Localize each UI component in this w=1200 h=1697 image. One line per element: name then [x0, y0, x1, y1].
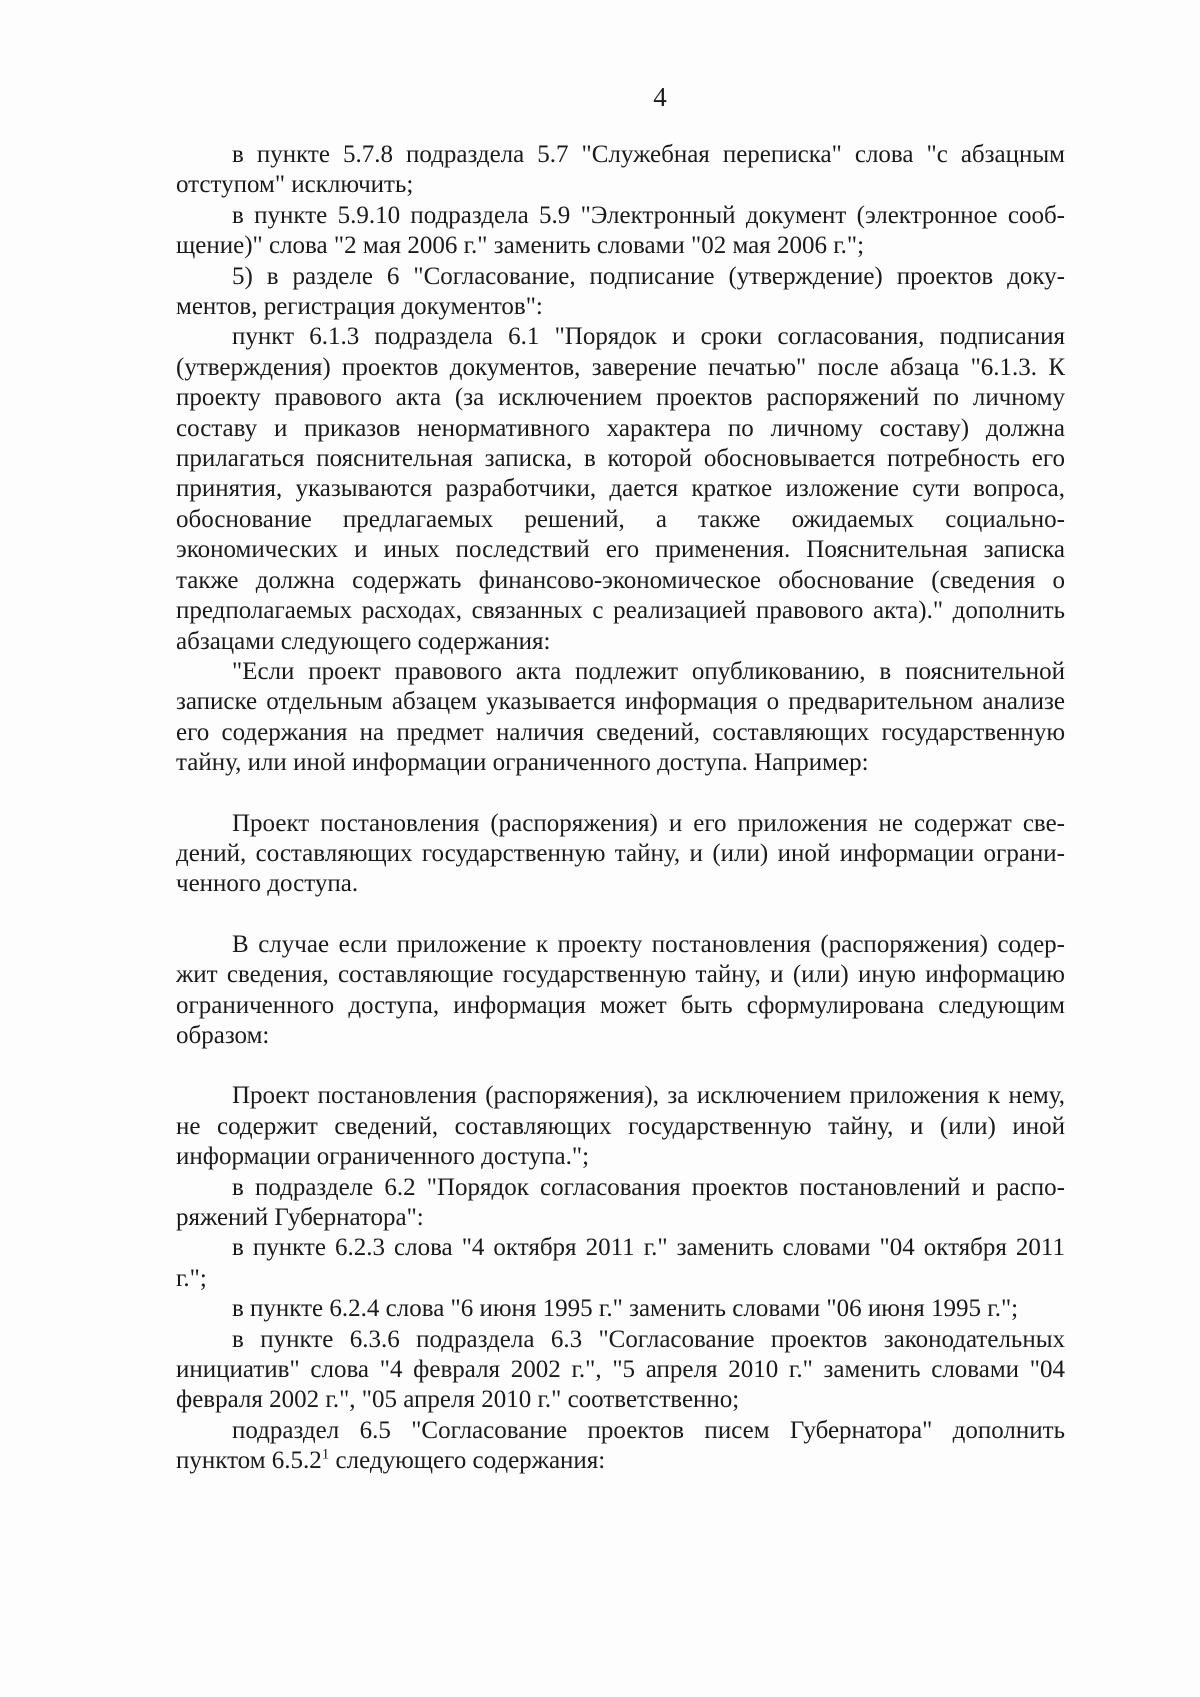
paragraph-12: в пункте 6.3.6 подраздела 6.3 "Согласование проектов законодательных инициатив" слова "4 февраля 2002 г.", "5 апреля 2010 г." заменить словами "04 февраля 2002 г.", "05 апреля 2010 г." соответственно; [176, 1325, 1065, 1414]
paragraph-7: В случае если приложение к проекту постановления (распоряжения) содержит сведения, составляющие государственную тайну, и (или) иную информацию ограниченного доступа, информация может быть сформулирована следующим образом: [176, 930, 1065, 1049]
paragraph-11: в пункте 6.2.4 слова "6 июня 1995 г." заменить словами "06 июня 1995 г."; [232, 1295, 1019, 1323]
paragraph-13-text: подраздел 6.5 "Согласование проектов писем Губернатора" дополнить пунктом 6.5.2 [176, 1416, 1065, 1475]
paragraph-2: в пункте 5.9.10 подраздела 5.9 "Электронный документ (электронное сообщение)" слова "2 мая 2006 г." заменить словами "02 мая 2006 г."; [176, 201, 1065, 260]
paragraph-10: в пункте 6.2.3 слова "4 октября 2011 г." заменить словами "04 октября 2011 г."; [176, 1234, 1065, 1292]
paragraph-13-superscript: 1 [321, 1446, 330, 1463]
paragraph-9: в подразделе 6.2 "Порядок согласования проектов постановлений и распоряжений Губернатора": [176, 1173, 1065, 1231]
paragraph-3: 5) в разделе 6 "Согласование, подписание (утверждение) проектов документов, регистрация документов": [176, 262, 1065, 321]
paragraph-1: в пункте 5.7.8 подраздела 5.7 "Служебная переписка" слова "с абзацным отступом" исключить; [176, 141, 1065, 199]
paragraph-8: Проект постановления (распоряжения), за исключением приложения к нему, не содержит сведений, составляющих государственную тайну, и (или) иной информации ограниченного доступа."; [176, 1082, 1065, 1171]
paragraph-13 [176, 1416, 1065, 1477]
paragraph-4: пункт 6.1.3 подраздела 6.1 "Порядок и сроки согласования, подписания (утверждения) проектов документов, заверение печатью" после абзаца "6.1.3. К проекту правового акта (за исключением проектов распоряжений по личному составу и приказов ненормативного характера по личному составу) должна прилагаться пояснительная записка, в которой обосновывается потребность его принятия, указываются разработчики, дается краткое изложение сути вопроса, обоснование предлагаемых решений, а также ожидаемых социально-экономических и иных последствий его применения. Пояснительная записка также должна содержать финансово-экономическое обоснование (сведения о предполагаемых расходах, связанных с реализацией правового акта)." дополнить абзацами следующего содержания: [176, 323, 1065, 655]
page-number: 4 [653, 82, 667, 112]
paragraph-5: "Если проект правового акта подлежит опубликованию, в пояснительной записке отдельным абзацем указывается информация о предварительном анализе его содержания на предмет наличия сведений, составляющих государственную тайну, или иной информации ограниченного доступа. Например: [176, 657, 1065, 777]
paragraph-6: Проект постановления (распоряжения) и его приложения не содержат сведений, составляющих государственную тайну, и (или) иной информации ограниченного доступа. [176, 809, 1065, 898]
document-body [176, 140, 1065, 1477]
paragraph-13-tail: следующего содержания: [329, 1447, 606, 1475]
